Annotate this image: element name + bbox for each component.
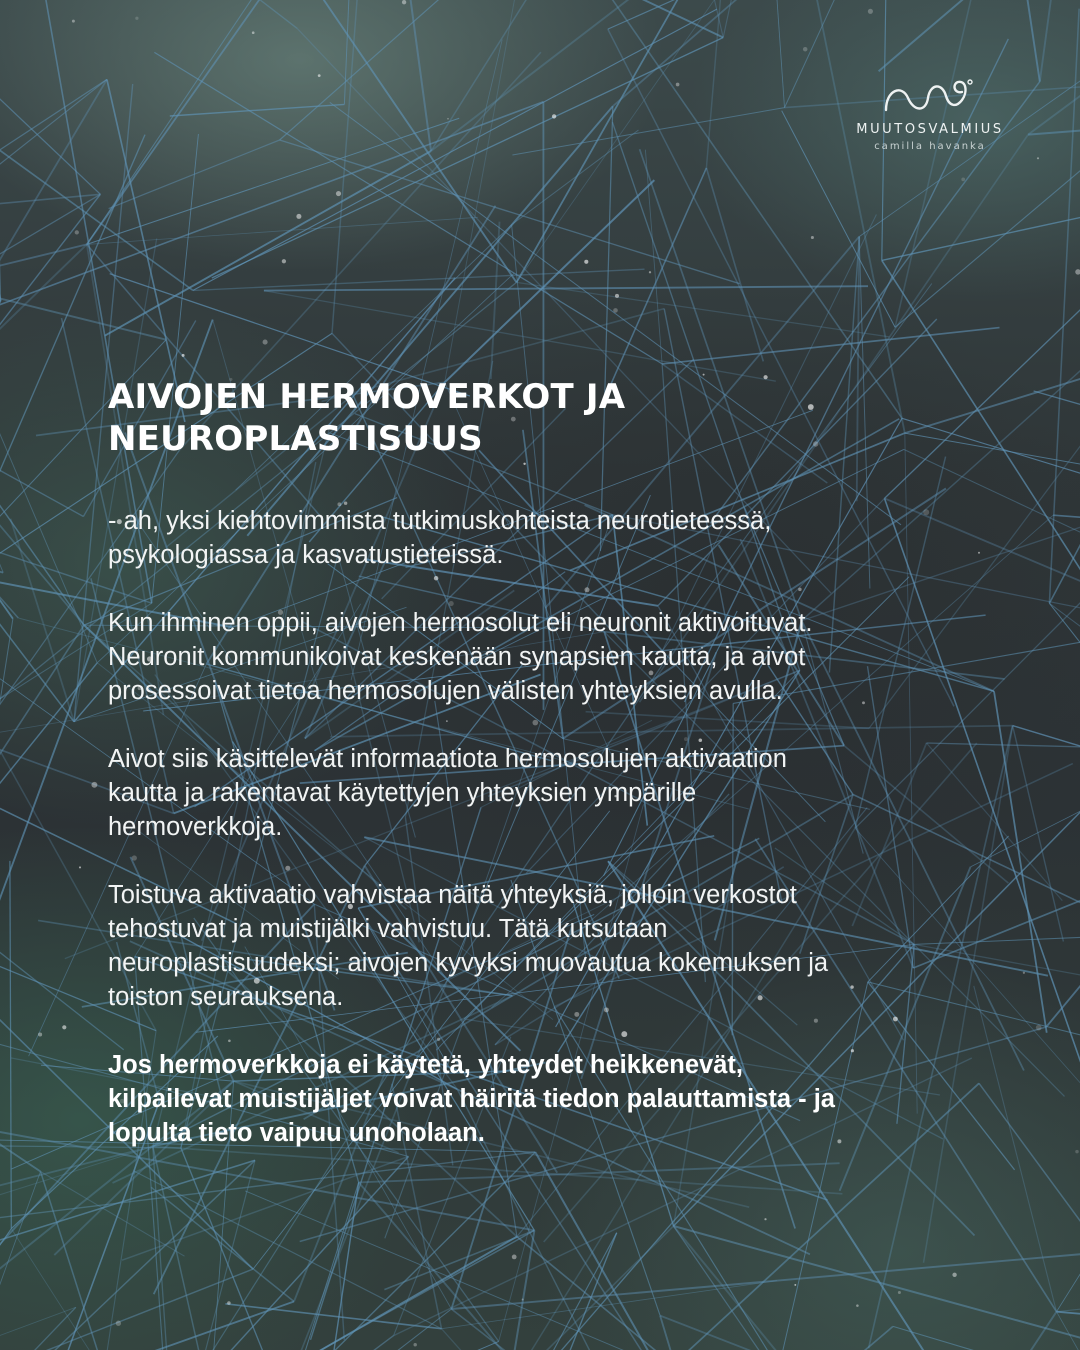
network-line <box>11 1229 384 1350</box>
network-line <box>225 1304 441 1329</box>
network-line <box>1034 391 1080 580</box>
network-line <box>0 40 1 301</box>
network-node <box>62 1025 66 1029</box>
network-line <box>0 1230 534 1350</box>
network-line <box>662 328 999 364</box>
network-line <box>0 102 543 328</box>
network-line <box>504 0 723 38</box>
network-line <box>895 0 1080 327</box>
network-node <box>552 114 556 118</box>
wave-squiggle-icon <box>882 76 978 116</box>
network-line <box>924 726 1013 1263</box>
network-line <box>0 14 100 195</box>
network-line <box>359 1182 804 1350</box>
network-line <box>193 9 717 290</box>
network-line <box>1040 0 1080 82</box>
network-line <box>979 1083 1080 1350</box>
network-node <box>978 552 980 554</box>
network-node <box>856 1304 859 1307</box>
network-node <box>898 1291 901 1294</box>
network-node <box>252 31 255 34</box>
network-node <box>1075 1150 1078 1153</box>
network-node <box>1023 972 1025 974</box>
network-node <box>182 354 185 357</box>
network-node <box>794 1284 796 1286</box>
network-line <box>905 433 917 1114</box>
network-line <box>230 1226 673 1350</box>
network-line <box>11 519 75 722</box>
network-line <box>517 282 890 337</box>
network-node <box>91 782 97 788</box>
network-line <box>280 140 740 284</box>
paragraph-neurons: Kun ihminen oppii, aivojen hermosolut eli neuronit aktivoituvat. Neuronit kommunikoivat keskenään synapsien kautta, ja aivot prosessoivat tietoa hermosolujen välisten yhteyksien avulla. <box>108 609 813 705</box>
network-node <box>868 9 873 14</box>
network-node <box>79 866 81 868</box>
brand-logo <box>840 76 1020 152</box>
network-line <box>674 1226 875 1350</box>
network-line <box>329 0 432 151</box>
network-node <box>522 1299 524 1301</box>
network-node <box>764 1218 766 1220</box>
network-node <box>952 1273 956 1277</box>
network-line <box>0 691 124 1050</box>
network-node <box>613 308 618 313</box>
network-node <box>676 83 680 87</box>
network-line <box>914 912 1080 944</box>
network-line <box>608 0 929 29</box>
network-node <box>282 259 286 263</box>
network-line <box>971 530 1080 867</box>
network-line <box>835 1312 1057 1350</box>
network-line <box>154 52 662 364</box>
network-line <box>1046 628 1080 1027</box>
network-node <box>413 1343 416 1346</box>
network-line <box>0 301 1 919</box>
network-node <box>263 340 268 345</box>
network-line <box>611 168 706 384</box>
network-line <box>0 194 100 482</box>
network-node <box>227 1301 231 1305</box>
network-node <box>135 17 138 20</box>
network-line <box>442 1329 567 1350</box>
paragraph-closing: Jos hermoverkkoja ei käytetä, yhteydet heikkenevät, kilpailevat muistijäljet voivat häiritä tiedon palauttamista - ja lopulta tieto vaipuu unoholaan. <box>108 1051 835 1147</box>
network-line <box>212 38 723 279</box>
network-node <box>512 1255 517 1260</box>
network-node <box>447 118 449 120</box>
network-line <box>107 79 185 422</box>
network-node <box>615 294 619 298</box>
network-line <box>105 151 431 336</box>
network-line <box>859 237 870 589</box>
network-node <box>72 20 75 23</box>
network-line <box>193 269 645 290</box>
paragraph-plasticity: Toistuva aktivaatio vahvistaa näitä yhteyksiä, jolloin verkostot tehostuvat ja muistijälki vahvistuu. Tätä kutsutaan neuroplastisuudeksi; aivojen kyvyksi muovautua kokemuksen ja toiston seurauksena. <box>108 881 829 1011</box>
network-line <box>1049 603 1080 1081</box>
network-line <box>0 244 87 280</box>
network-node <box>803 47 808 52</box>
network-node <box>851 1049 854 1052</box>
network-line <box>895 0 1008 327</box>
network-line <box>87 0 502 244</box>
network-line <box>0 430 74 722</box>
network-node <box>75 230 79 234</box>
network-line <box>855 387 1080 828</box>
article <box>108 376 848 1184</box>
network-line <box>87 0 484 244</box>
network-node <box>336 191 341 196</box>
network-line <box>868 982 1015 1170</box>
network-line <box>853 795 1080 1006</box>
network-line <box>0 0 297 28</box>
network-node <box>1036 1025 1042 1031</box>
network-line <box>1057 1254 1080 1311</box>
network-line <box>87 118 459 244</box>
network-node <box>961 178 965 182</box>
network-line <box>1013 726 1064 942</box>
network-line <box>674 1226 1080 1350</box>
network-node <box>38 1032 42 1036</box>
page-title: AIVOJEN HERMOVERKOT JA NEUROPLASTISUUS <box>108 377 626 459</box>
network-line <box>1004 0 1040 82</box>
network-node <box>811 236 814 239</box>
network-line <box>0 1302 294 1350</box>
network-line <box>0 175 83 516</box>
network-node <box>584 260 588 264</box>
network-line <box>0 79 107 416</box>
network-node <box>1037 157 1039 159</box>
network-line <box>0 1341 499 1350</box>
network-line <box>736 0 785 108</box>
network-line <box>905 198 1080 434</box>
paragraph-intro: - ah, yksi kiehtovimmista tutkimuskohteista neurotieteessä, psykologiassa ja kasvatustieteissä. <box>108 507 772 569</box>
network-node <box>862 701 865 704</box>
network-line <box>994 691 1047 1033</box>
network-line <box>133 1171 441 1329</box>
network-line <box>1028 110 1080 135</box>
network-line <box>280 0 731 140</box>
network-line <box>0 375 18 618</box>
network-line <box>10 861 11 1229</box>
network-line <box>0 276 97 663</box>
network-node <box>649 271 651 273</box>
network-node <box>893 1017 898 1022</box>
network-line <box>0 1172 41 1350</box>
network-line <box>1057 1312 1080 1340</box>
network-node <box>850 985 853 988</box>
network-node <box>296 214 301 219</box>
network-node <box>1075 269 1080 275</box>
network-line <box>1049 603 1080 1136</box>
network-line <box>1057 1312 1080 1350</box>
network-line <box>852 743 926 926</box>
network-line <box>87 217 478 244</box>
network-node <box>116 1321 121 1326</box>
network-line <box>905 433 1080 507</box>
network-line <box>0 1237 517 1350</box>
brand-subtitle: camilla havanka <box>874 141 986 152</box>
network-line <box>0 836 41 1172</box>
paragraph-networks: Aivot siis käsittelevät informaatiota hermosolujen aktivaation kautta ja rakentavat käytettyjen yhteyksien ympärille hermoverkkoja. <box>108 745 787 841</box>
network-line <box>706 168 763 362</box>
network-line <box>0 244 87 441</box>
network-line <box>1049 9 1079 604</box>
network-node <box>402 0 406 4</box>
network-node <box>923 509 929 515</box>
network-line <box>0 492 3 572</box>
network-line <box>304 1326 893 1350</box>
network-line <box>1028 25 1080 135</box>
network-line <box>41 1172 185 1257</box>
network-node <box>318 74 321 77</box>
network-line <box>674 1226 1080 1350</box>
brand-name: MUUTOSVALMIUS <box>856 122 1004 137</box>
network-line <box>517 0 846 282</box>
